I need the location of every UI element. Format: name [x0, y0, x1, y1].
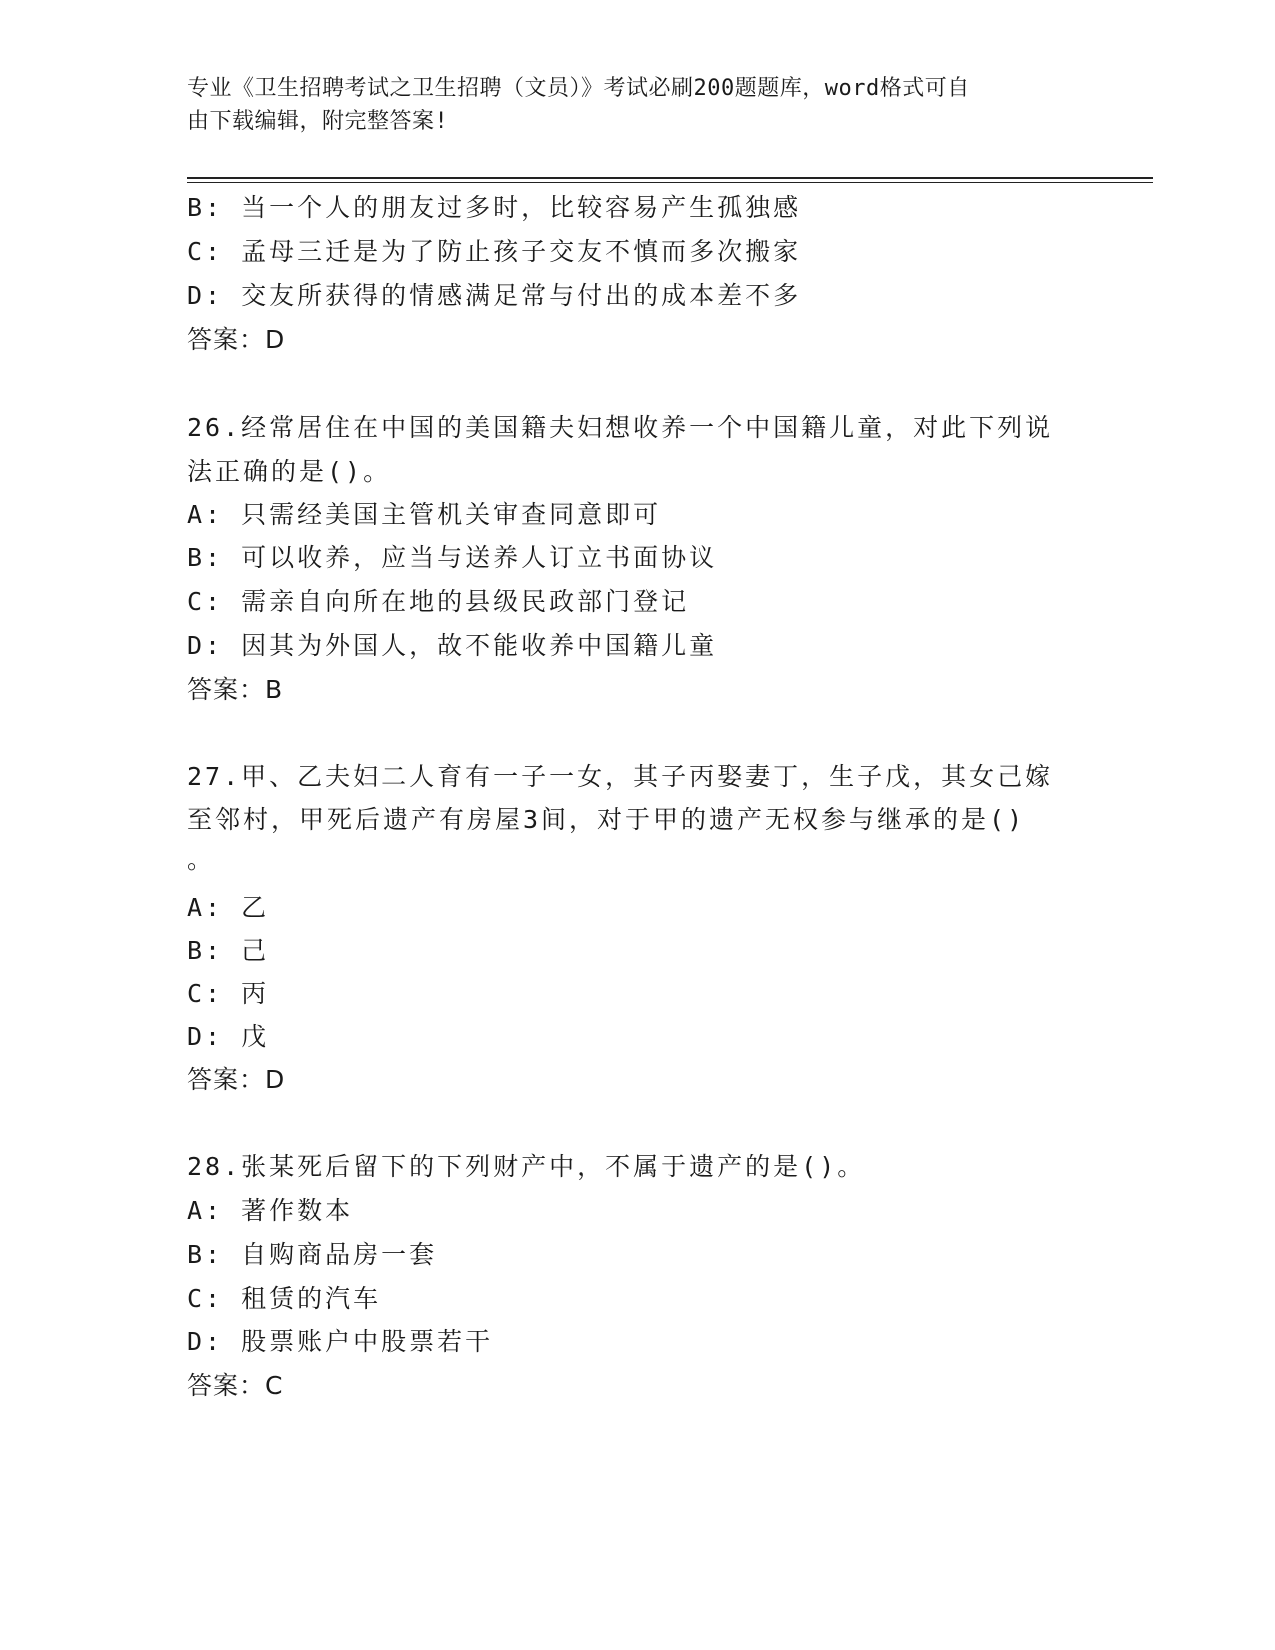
q28-option-b: B: 自购商品房一套 [187, 1240, 438, 1269]
q28-answer: 答案：C [187, 1371, 284, 1400]
q25-option-b: B: 当一个人的朋友过多时，比较容易产生孤独感 [187, 193, 802, 222]
header-divider-thick [187, 177, 1153, 179]
q26-stem-line-1: 26.经常居住在中国的美国籍夫妇想收养一个中国籍儿童，对此下列说 [187, 413, 1054, 442]
q28-stem-line-1: 28.张某死后留下的下列财产中，不属于遗产的是()。 [187, 1152, 866, 1181]
page-header [187, 72, 1067, 138]
q28-option-c: C: 租赁的汽车 [187, 1284, 382, 1313]
q26-option-b: B: 可以收养，应当与送养人订立书面协议 [187, 543, 718, 572]
header-title-line-1: 专业《卫生招聘考试之卫生招聘（文员）》考试必刷200题题库，word格式可自 [187, 76, 970, 101]
header-title-line-2: 由下载编辑，附完整答案! [187, 109, 449, 134]
header-divider-thin [187, 182, 1153, 183]
q27-answer: 答案：D [187, 1065, 286, 1094]
q25-option-c: C: 孟母三迁是为了防止孩子交友不慎而多次搬家 [187, 237, 802, 266]
q26-stem-line-2: 法正确的是()。 [187, 457, 392, 486]
q27-option-c: C: 丙 [187, 979, 270, 1008]
q26-option-a: A: 只需经美国主管机关审查同意即可 [187, 500, 662, 529]
q27-stem-line-2: 至邻村，甲死后遗产有房屋3间，对于甲的遗产无权参与继承的是() [187, 805, 1026, 834]
q26-option-d: D: 因其为外国人，故不能收养中国籍儿童 [187, 631, 718, 660]
q26-option-c: C: 需亲自向所在地的县级民政部门登记 [187, 587, 690, 616]
q27-option-a: A: 乙 [187, 893, 270, 922]
q26-answer: 答案：B [187, 675, 284, 704]
q28-option-a: A: 著作数本 [187, 1196, 354, 1225]
q27-option-d: D: 戊 [187, 1022, 270, 1051]
q27-option-b: B: 己 [187, 936, 270, 965]
q25-answer: 答案：D [187, 325, 286, 354]
q27-stem-line-1: 27.甲、乙夫妇二人育有一子一女，其子丙娶妻丁，生子戊，其女己嫁 [187, 762, 1054, 791]
q25-option-d: D: 交友所获得的情感满足常与付出的成本差不多 [187, 281, 802, 310]
q28-option-d: D: 股票账户中股票若干 [187, 1327, 494, 1356]
q27-stem-line-3: 。 [187, 845, 216, 874]
